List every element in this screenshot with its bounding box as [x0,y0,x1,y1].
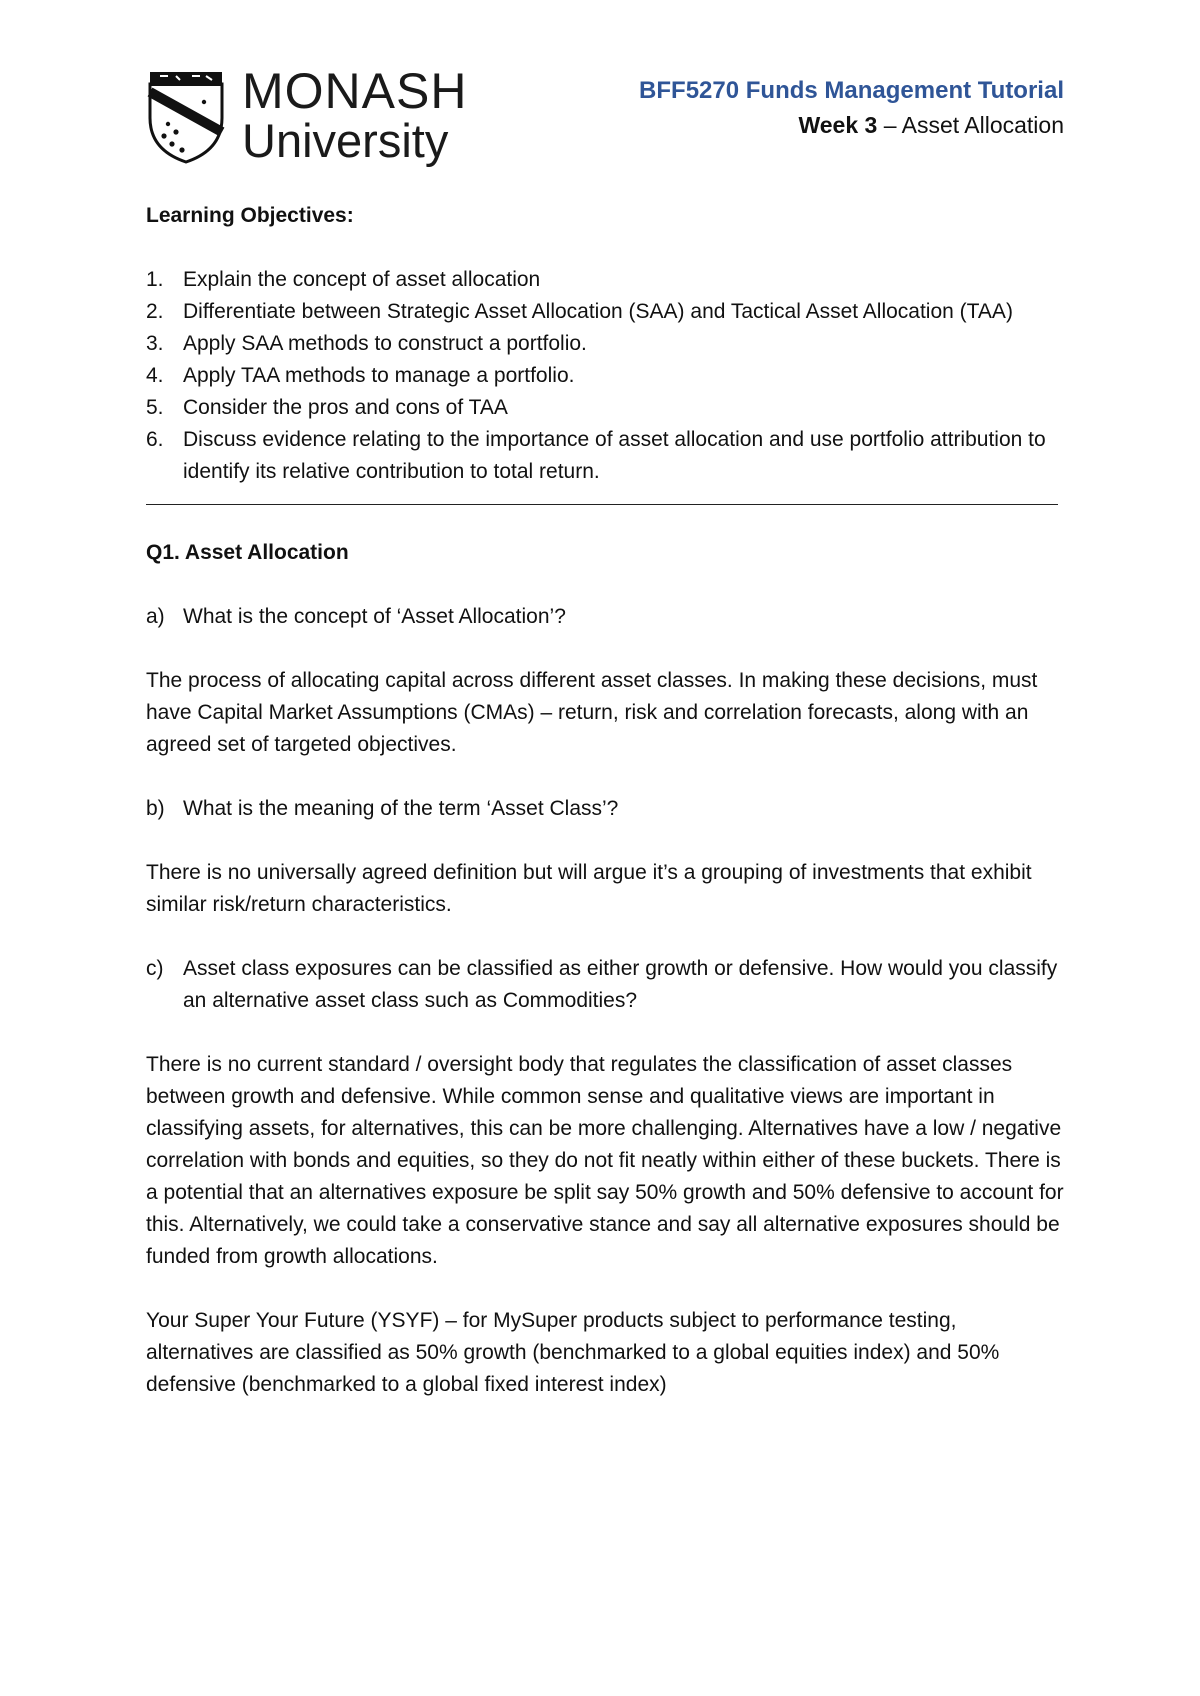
list-item [146,264,1066,296]
list-text: Explain the concept of asset allocation [183,268,541,291]
list-text: Discuss evidence relating to the importance of asset allocation and use portfolio attribution to identify its relative contribution to total return. [183,428,1046,483]
list-number: 6. [146,428,164,451]
list-item [146,793,1066,825]
list-label: c) [146,957,164,980]
week-separator: – [877,112,902,138]
wordmark [242,63,468,167]
q1c-ysyf-note: Your Super Your Future (YSYF) – for MySuper products subject to performance testing, alternatives are classified as 50% growth (benchmarked to a global equities index) and 50% defensive (benchmarked to a global fixed interest index) [146,1309,1000,1396]
objectives-list [146,264,1066,488]
week-topic: Asset Allocation [901,112,1064,138]
list-number: 1. [146,268,164,291]
list-text: Apply SAA methods to construct a portfolio. [183,332,587,355]
list-label: b) [146,797,165,820]
q1c-question [146,953,1066,1017]
monash-crest-icon [146,70,226,164]
list-number: 4. [146,364,164,387]
list-label: a) [146,605,165,628]
list-number: 3. [146,332,164,355]
wordmark-line2: University [242,114,449,167]
list-item [146,392,1066,424]
list-text: Consider the pros and cons of TAA [183,396,508,419]
document-body [146,200,1066,1401]
q1-heading: Q1. Asset Allocation [146,541,349,564]
week-line [639,108,1064,142]
university-logo [146,63,476,170]
course-title: BFF5270 Funds Management Tutorial [639,77,1064,104]
q1b-question [146,793,1066,825]
document-header [639,74,1064,142]
list-item [146,601,1066,633]
question-text: Asset class exposures can be classified as either growth or defensive. How would you classify an alternative asset class such as Commodities? [183,957,1058,1012]
question-text: What is the concept of ‘Asset Allocation’? [183,605,566,628]
wordmark-line1: MONASH [242,63,468,119]
list-text: Apply TAA methods to manage a portfolio. [183,364,575,387]
list-item [146,296,1066,328]
q1b-answer: There is no universally agreed definition but will argue it’s a grouping of investments that exhibit similar risk/return characteristics. [146,861,1032,916]
q1a-question [146,601,1066,633]
list-number: 2. [146,300,164,323]
objectives-heading: Learning Objectives: [146,204,354,227]
list-item [146,360,1066,392]
q1a-answer: The process of allocating capital across different asset classes. In making these decisions, must have Capital Market Assumptions (CMAs) – return, risk and correlation forecasts, along with an agreed set of targeted objectives. [146,669,1038,756]
question-text: What is the meaning of the term ‘Asset Class’? [183,797,619,820]
list-text: Differentiate between Strategic Asset Allocation (SAA) and Tactical Asset Allocation (TAA) [183,300,1013,323]
list-number: 5. [146,396,164,419]
list-item [146,328,1066,360]
q1c-answer: There is no current standard / oversight body that regulates the classification of asset classes between growth and defensive. While common sense and qualitative views are important in classifying assets, for alternatives, this can be more challenging. Alternatives have a low / negative correlation with bonds and equities, so they do not fit neatly within either of these buckets. There is a potential that an alternatives exposure be split say 50% growth and 50% defensive to account for this. Alternatively, we could take a conservative stance and say all alternative exposures should be funded from growth allocations. [146,1053,1064,1268]
list-item [146,424,1066,488]
list-item [146,953,1066,1017]
week-label: Week 3 [798,112,878,138]
